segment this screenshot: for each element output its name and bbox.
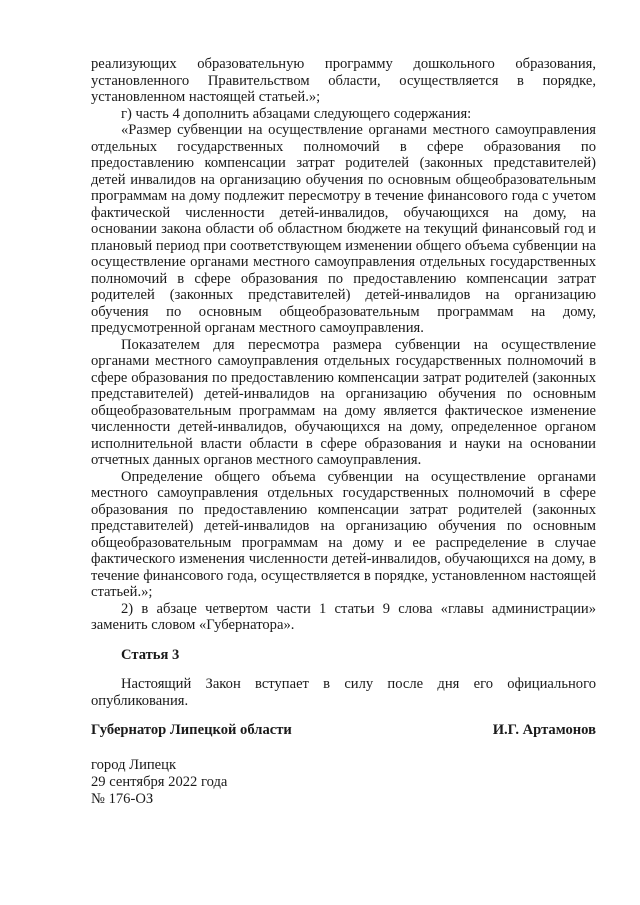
law-number: № 176-ОЗ: [91, 790, 154, 807]
paragraph-item-g: г) часть 4 дополнить абзацами следующего содержания:: [121, 105, 472, 122]
paragraph-subvention-size: «Размер субвенции на осуществление органами местного самоуправления отдельных государственных полномочий в сфере образования по предоставлению компенсации затрат родителей (законных представителей) детей инвалидов на организацию обучения по основным общеобразовательным программам на дому подлежит пересмотру в течение финансового года с учетом фактической численности детей-инвалидов, обучающихся на дому, на основании закона области об областном бюджете на текущий финансовый год и плановый период при соответствующем изменении общего объема субвенции на осуществление органами местного самоуправления отдельных государственных полномочий в сфере образования по предоставлению компенсации затрат родителей (законных представителей) детей-инвалидов на организацию обучения по основным общеобразовательным программам на дому, предусмотренной органам местного самоуправления.: [91, 122, 596, 336]
paragraph-review-indicator: Показателем для пересмотра размера субвенции на осуществление органами местного самоуправления отдельных государственных полномочий в сфере образования по предоставлению компенсации затрат родителей (законных представителей) детей-инвалидов на организацию обучения по основным общеобразовательным программам на дому является фактическое изменение численности детей-инвалидов, обучающихся на дому, определенное органом исполнительной власти области в сфере образования и науки на основании отчетных данных органов местного самоуправления.: [91, 336, 596, 468]
paragraph-continuation: реализующих образовательную программу дошкольного образования, установленного Правительством области, осуществляется в порядке, установленном настоящей статьей.»;: [91, 56, 596, 105]
signature-title: Губернатор Липецкой области: [91, 722, 292, 738]
paragraph-item-2: 2) в абзаце четвертом части 1 статьи 9 слова «главы администрации» заменить словом «Губернатора».: [91, 600, 596, 633]
signature-name: И.Г. Артамонов: [492, 722, 596, 738]
document-page: [91, 56, 596, 808]
date: 29 сентября 2022 года: [91, 773, 228, 790]
place-date-block: [91, 757, 596, 808]
article-3-text: Настоящий Закон вступает в силу после дня его официального опубликования.: [91, 676, 596, 709]
city: город Липецк: [91, 756, 177, 773]
article-3-heading: Статья 3: [121, 646, 180, 663]
signature-block: [91, 722, 596, 739]
paragraph-total-volume: Определение общего объема субвенции на осуществление органами местного самоуправления отдельных государственных полномочий в сфере образования по предоставлению компенсации затрат родителей (законных представителей) детей-инвалидов на организацию обучения по основным общеобразовательным программам на дому и ее распределение в случае фактического изменения численности детей-инвалидов, обучающихся на дому, в течение финансового года, осуществляется в порядке, установленном настоящей статьей.»;: [91, 468, 596, 600]
